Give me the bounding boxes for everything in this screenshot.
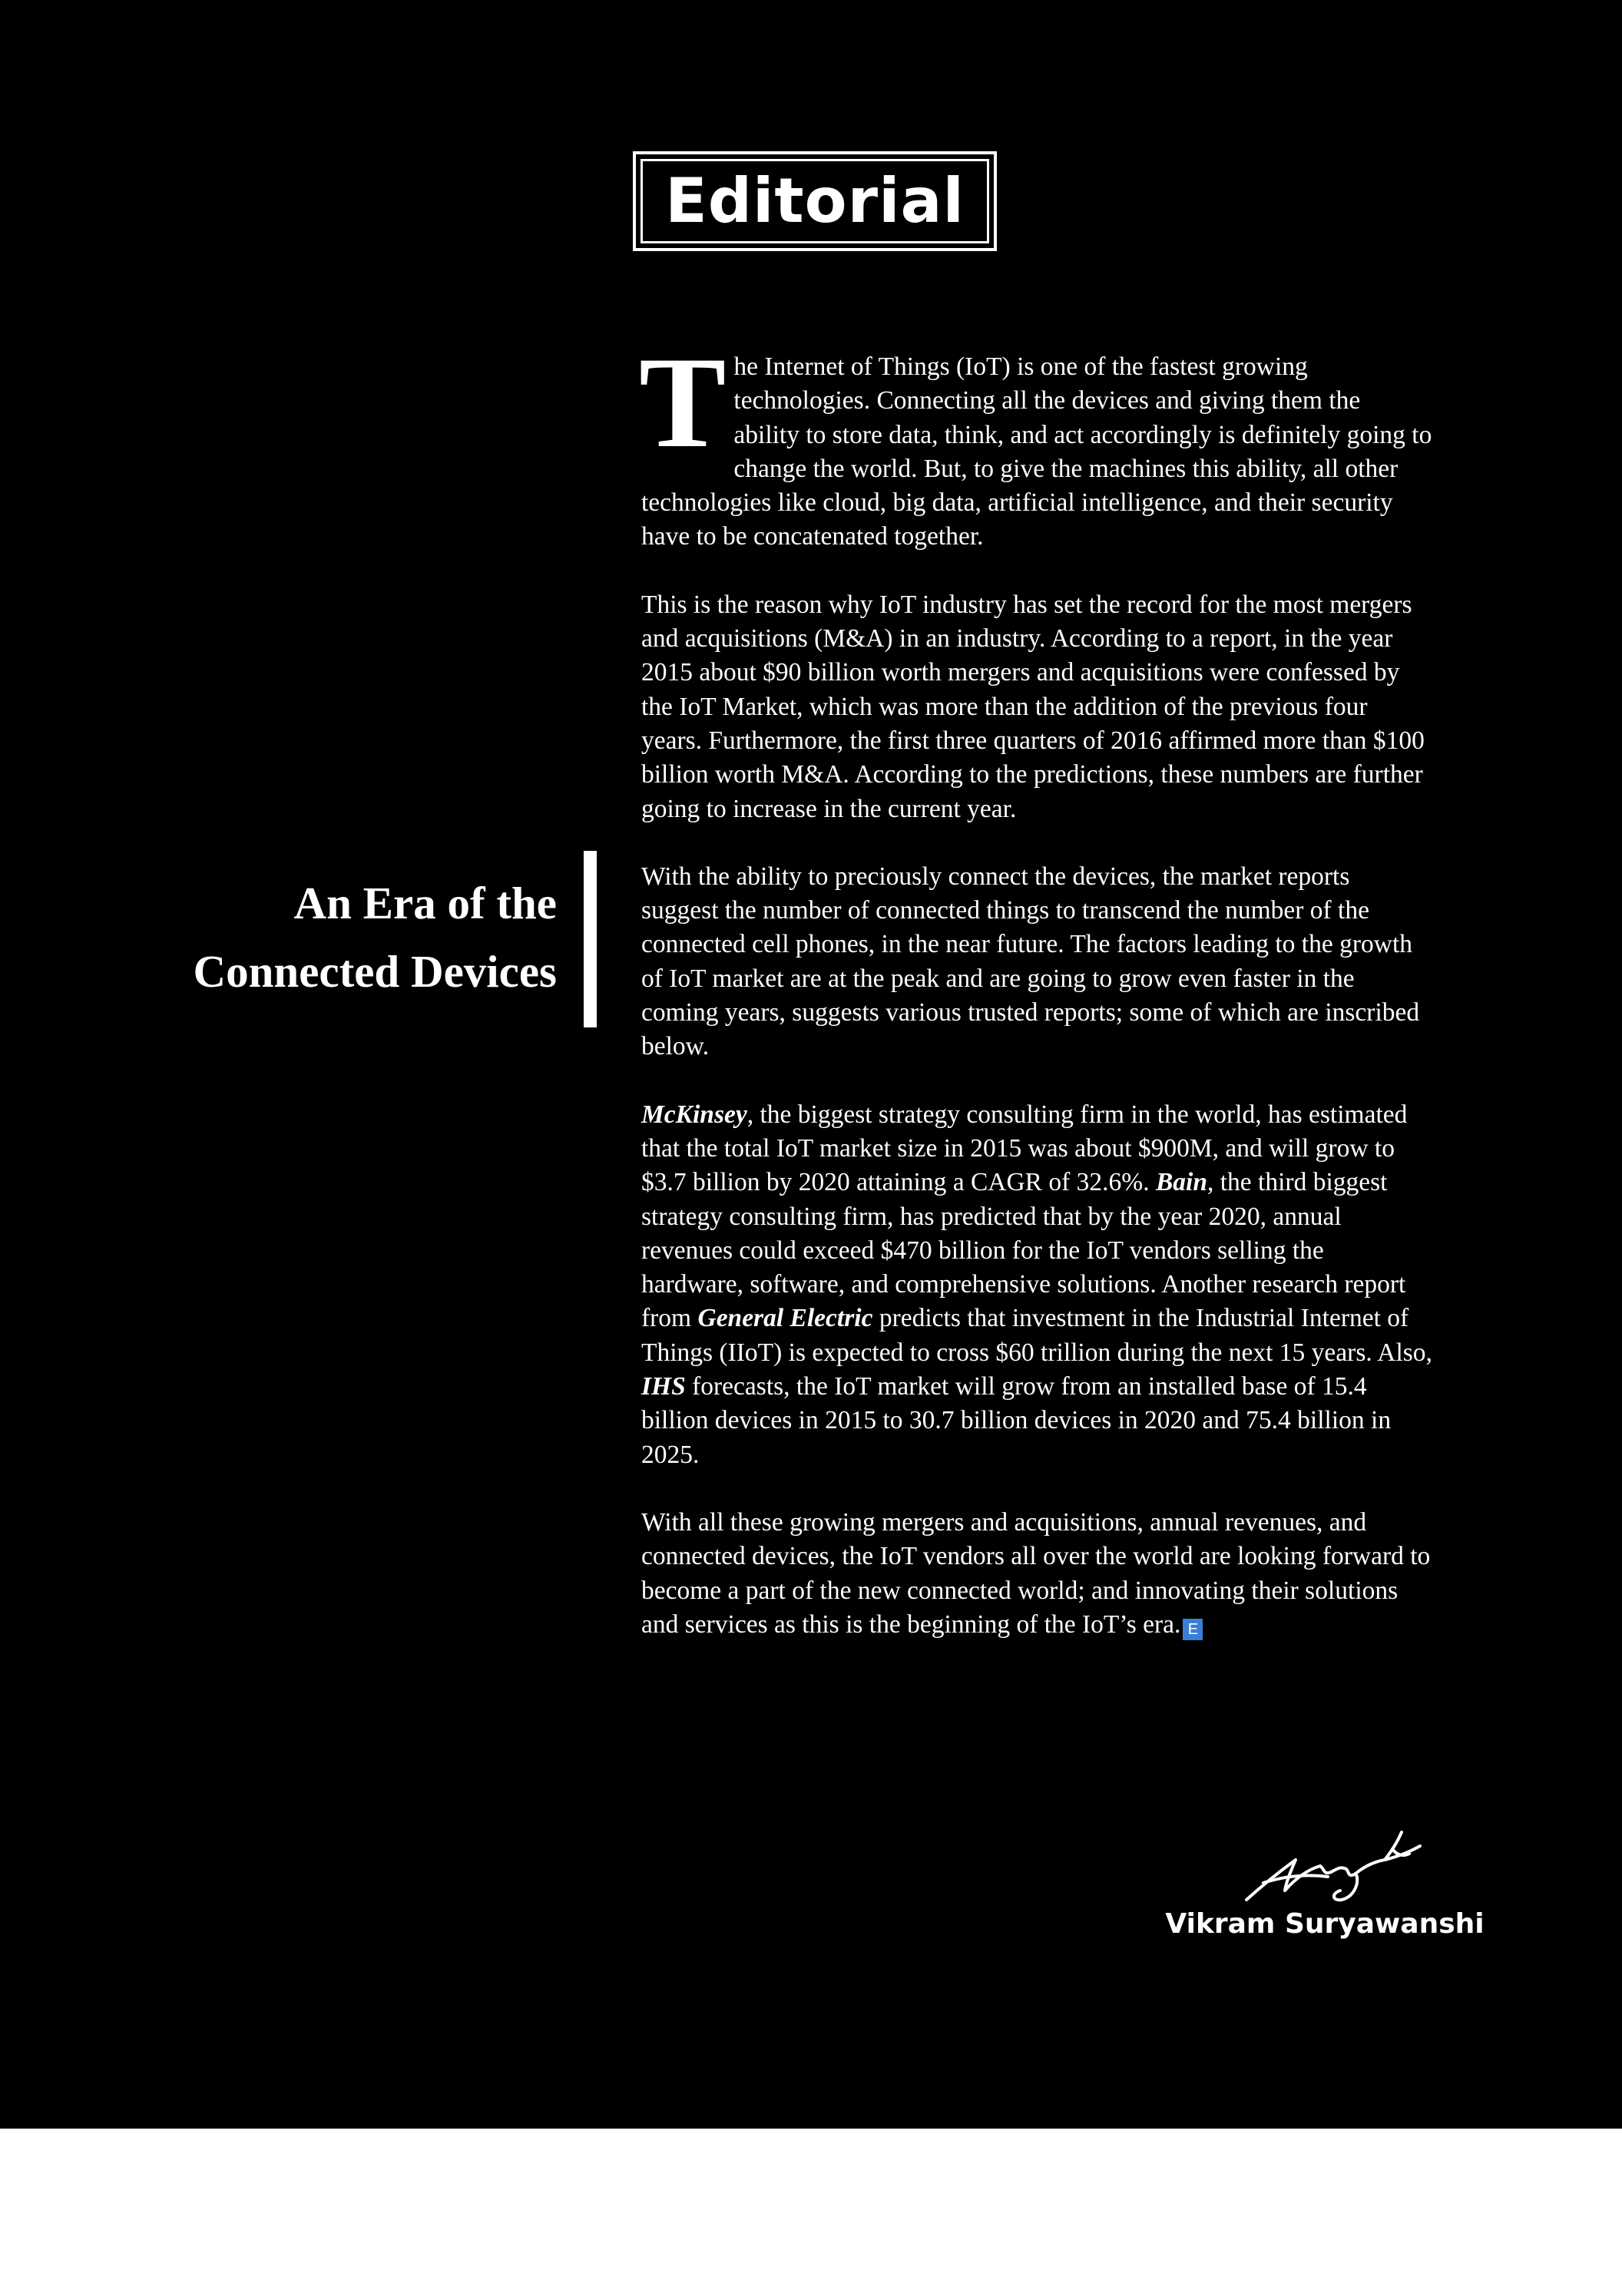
article-headline <box>100 869 557 1006</box>
paragraph-1-text: he Internet of Things (IoT) is one of the fastest growing technologies. Connecting all the devices and giving them the ability to store data, think, and act accordingly is definitely going to change the world. But, to give the machines this ability, all other technologies like cloud, big data, artificial intelligence, and their security have to be concatenated together. <box>641 352 1432 551</box>
author-name: Vikram Suryawanshi <box>1165 1908 1485 1940</box>
paragraph-3: With the ability to preciously connect the devices, the market reports suggest the number of connected things to transcend the number of the connected cell phones, in the near future. The factors leading to the growth of IoT market are at the peak and are going to grow even faster in the coming years, suggests various trusted reports; some of which are inscribed below. <box>641 862 1420 1061</box>
paragraph-4 <box>641 1098 1432 1472</box>
masthead-title: Editorial <box>665 165 965 237</box>
headline-divider-bar <box>584 851 597 1027</box>
paragraph-5 <box>641 1506 1432 1642</box>
company-name-general-electric: General Electric <box>697 1304 873 1333</box>
paragraph-4-text-3: predicts that investment in the Industrial Internet of Things (IIoT) is expected to cross $60 trillion during the next 15 years. Also, <box>641 1304 1432 1367</box>
company-name-mckinsey: McKinsey <box>641 1100 747 1129</box>
paragraph-1 <box>639 330 1432 554</box>
editorial-masthead <box>633 151 997 251</box>
paragraph-4-text-4: forecasts, the IoT market will grow from an installed base of 15.4 billion devices in 2015 to 30.7 billion devices in 2020 and 75.4 billion in 2025. <box>641 1372 1392 1469</box>
company-name-bain: Bain <box>1155 1168 1207 1197</box>
paragraph-2: This is the reason why IoT industry has set the record for the most mergers and acquisitions (M&A) in an industry. According to a report, in the year 2015 about $90 billion worth mergers and acquisitions were confessed by the IoT Market, which was more than the addition of the previous four years. Furthermore, the first three quarters of 2016 affirmed more than $100 billion worth M&A. According to the predictions, these numbers are further going to increase in the current year. <box>641 590 1425 823</box>
handwritten-signature <box>1240 1826 1425 1911</box>
paragraph-4-text-2: , the third biggest strategy consulting firm, has predicted that by the year 2020, annual revenues could exceed $470 billion for the IoT vendors selling the hardware, software, and comprehensive solutions. Another research report from <box>641 1168 1406 1333</box>
paragraph-5-text: With all these growing mergers and acquisitions, annual revenues, and connected devices, the IoT vendors all over the world are looking forward to become a part of the new connected world; and innovating their solutions and services as this is the beginning of the IoT’s era. <box>641 1507 1431 1639</box>
masthead-inner-frame <box>641 159 989 243</box>
company-name-ihs: IHS <box>641 1372 686 1401</box>
headline-line-2: Connected Devices <box>193 946 557 997</box>
headline-line-1: An Era of the <box>293 878 557 928</box>
drop-cap: T <box>639 330 727 475</box>
article-body <box>639 330 1432 1676</box>
end-of-article-icon: E <box>1183 1619 1203 1640</box>
paragraph-4-text-1: , the biggest strategy consulting firm in the world, has estimated that the total IoT market size in 2015 was about $900M, and will grow to $3.7 billion by 2020 attaining a CAGR of 32.6%. <box>641 1100 1408 1197</box>
